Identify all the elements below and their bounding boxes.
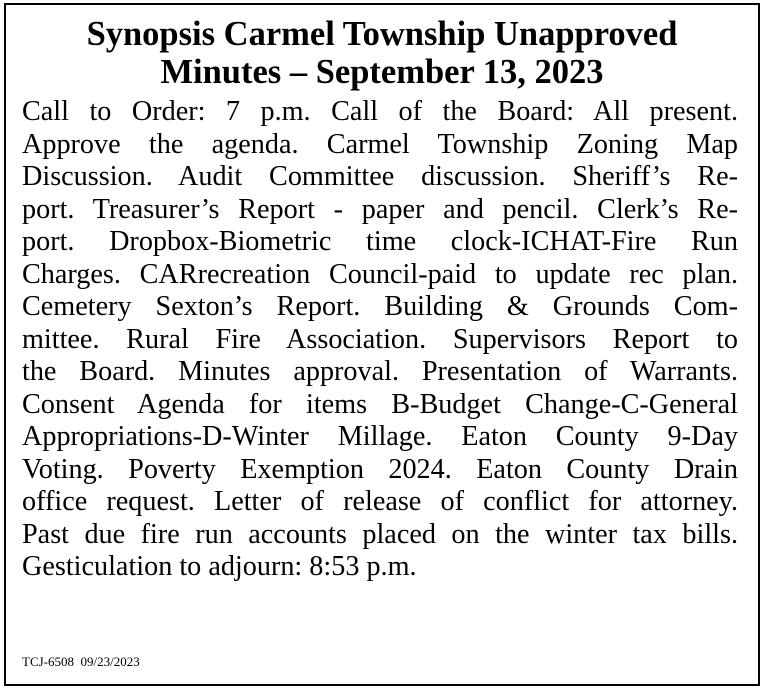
legal-notice-box (4, 3, 760, 686)
title-line: Synopsis Carmel Township Unapproved (86, 15, 678, 53)
notice-footer (22, 654, 140, 670)
body-line: Voting. Poverty Exemption 2024. Eaton County Drain (22, 453, 738, 485)
body-line: Call to Order: 7 p.m. Call of the Board: All present. (22, 96, 738, 127)
body-line: Charges. CARrecreation Council-paid to update rec plan. (22, 258, 738, 290)
title-line: Minutes – September 13, 2023 (160, 53, 604, 91)
body-line: Approve the agenda. Carmel Township Zoning Map (22, 128, 738, 160)
body-line: Consent Agenda for items B-Budget Change-C-General (22, 388, 738, 420)
body-line: port. Treasurer’s Report - paper and pencil. Clerk’s Re- (22, 193, 738, 225)
body-line: mittee. Rural Fire Association. Supervisors Report to (22, 323, 738, 355)
body-line: Appropriations-D-Winter Millage. Eaton County 9-Day (22, 421, 738, 452)
body-line: Gesticulation to adjourn: 8:53 p.m. (22, 551, 417, 582)
body-line: Discussion. Audit Committee discussion. Sheriff’s Re- (22, 161, 738, 192)
body-line: the Board. Minutes approval. Presentation of Warrants. (22, 356, 738, 387)
notice-title (18, 15, 746, 91)
body-line: Past due fire run accounts placed on the winter tax bills. (22, 518, 738, 550)
body-line: port. Dropbox-Biometric time clock-ICHAT-Fire Run (22, 226, 738, 257)
notice-body (22, 96, 738, 584)
body-line: Cemetery Sexton’s Report. Building & Grounds Com- (22, 291, 738, 322)
publication-date: 09/23/2023 (80, 654, 140, 669)
publication-id: TCJ-6508 (22, 654, 74, 669)
body-line: office request. Letter of release of conflict for attorney. (22, 486, 738, 517)
